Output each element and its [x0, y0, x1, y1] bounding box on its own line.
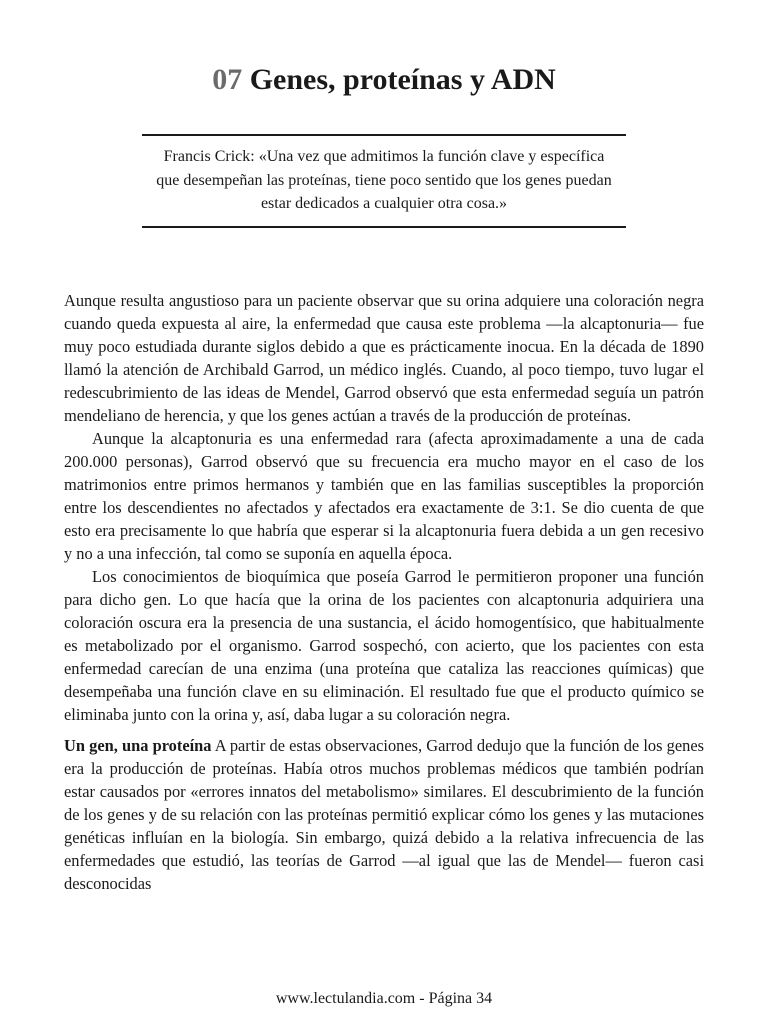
epigraph-quote: [142, 134, 626, 228]
chapter-title: [0, 60, 768, 100]
chapter-title-text: Genes, proteínas y ADN: [249, 63, 556, 96]
section-paragraph: [64, 734, 704, 895]
body-text: [64, 289, 704, 973]
paragraph-2: Aunque la alcaptonuria es una enfermedad rara (afecta aproximadamente a una de cada 200.000 personas), Garrod observó que su frecuencia era mucho mayor en el caso de los matrimonios entre primos hermanos y también que en las familias susceptibles la proporción entre los descendientes no afectados y afectados era exactamente de 3:1. Se dio cuenta de que esto era precisamente lo que habría que esperar si la alcaptonuria fuera debida a un gen recesivo y no a una infección, tal como se suponía en aquella época.: [64, 429, 704, 563]
section-heading: Un gen, una proteína: [64, 736, 212, 755]
page-footer: [0, 987, 768, 1011]
chapter-number: 07: [212, 63, 243, 96]
paragraph-1: Aunque resulta angustioso para un paciente observar que su orina adquiere una coloración negra cuando queda expuesta al aire, la enfermedad que causa este problema —la alcaptonuria— fue muy poco estudiada durante siglos debido a que es prácticamente inocua. En la década de 1890 llamó la atención de Archibald Garrod, un médico inglés. Cuando, al poco tiempo, tuvo lugar el redescubrimiento de las ideas de Mendel, Garrod observó que esta enfermedad seguía un patrón mendeliano de herencia, y que los genes actúan a través de la producción de proteínas.: [64, 291, 704, 425]
section-text: A partir de estas observaciones, Garrod dedujo que la función de los genes era la producción de proteínas. Había otros muchos problemas médicos que también podrían estar causados por «errores innatos del metabolismo» similares. El descubrimiento de la función de los genes y de su relación con las proteínas permitió explicar cómo los genes y las mutaciones genéticas influían en la biología. Sin embargo, quizá debido a la relativa infrecuencia de las enfermedades que estudió, las teorías de Garrod —al igual que las de Mendel— fueron casi desconocidas: [64, 736, 704, 893]
epigraph-text: Francis Crick: «Una vez que admitimos la función clave y específica que desempeñan las proteínas, tiene poco sentido que los genes puedan estar dedicados a cualquier otra cosa.»: [156, 148, 612, 212]
paragraph-3: Los conocimientos de bioquímica que poseía Garrod le permitieron proponer una función para dicho gen. Lo que hacía que la orina de los pacientes con alcaptonuria adquiriera una coloración oscura era la presencia de una sustancia, el ácido homogentísico, que habitualmente es metabolizado por el organismo. Garrod sospechó, con acierto, que los pacientes con esta enfermedad carecían de una enzima (una proteína que cataliza las reacciones químicas) que desempeñaba una función clave en su eliminación. El resultado fue que el producto químico se eliminaba junto con la orina y, así, daba lugar a su coloración negra.: [64, 567, 704, 724]
footer-text: www.lectulandia.com - Página 34: [275, 990, 493, 1007]
